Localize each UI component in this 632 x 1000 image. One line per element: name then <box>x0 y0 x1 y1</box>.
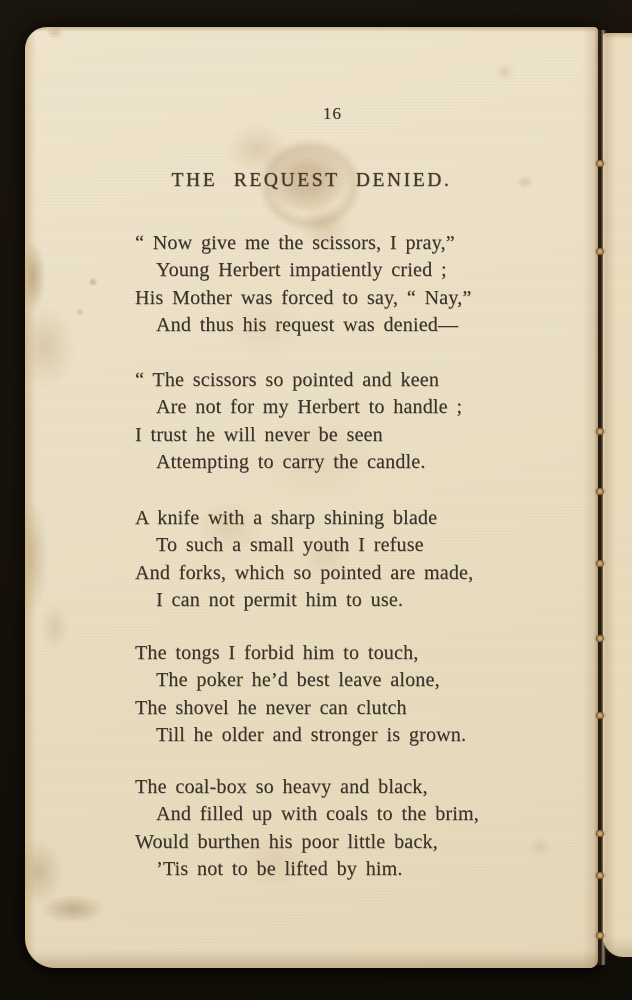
poem-line: “ The scissors so pointed and keen <box>135 369 440 391</box>
poem-line: I can not permit him to use. <box>156 589 404 612</box>
poem-line: The coal-box so heavy and black, <box>135 776 428 798</box>
stanza-3 <box>135 505 578 615</box>
poem-line: The tongs I forbid him to touch, <box>135 642 419 664</box>
stitch-hole <box>596 712 604 719</box>
stitch-hole <box>596 932 604 939</box>
stitch-hole <box>596 160 604 167</box>
stanza-4 <box>135 640 578 750</box>
poem-line: The shovel he never can clutch <box>135 696 407 719</box>
stitch-hole <box>596 248 604 255</box>
stitch-hole <box>596 560 604 567</box>
poem-line: “ Now give me the scissors, I pray,” <box>135 232 455 254</box>
poem-title: THE REQUEST DENIED. <box>171 170 452 191</box>
poem-line: And forks, which so pointed are made, <box>135 561 474 584</box>
adjacent-page-edge <box>603 33 632 957</box>
stitch-hole <box>596 635 604 642</box>
stanza-1 <box>135 230 578 340</box>
stitch-hole <box>596 830 604 837</box>
poem-line: I trust he will never be seen <box>135 423 383 446</box>
stitch-hole <box>596 872 604 879</box>
poem-line: To such a small youth I refuse <box>156 534 424 557</box>
book-page <box>25 27 598 968</box>
poem-line: Young Herbert impatiently cried ; <box>156 259 447 282</box>
poem-line: A knife with a sharp shining blade <box>135 507 438 529</box>
poem-line: The poker he’d best leave alone, <box>156 669 440 692</box>
stitch-hole <box>596 488 604 495</box>
poem-line: Are not for my Herbert to handle ; <box>156 396 463 419</box>
stanza-2 <box>135 367 578 477</box>
poem-line: His Mother was forced to say, “ Nay,” <box>135 286 472 309</box>
stanza-5 <box>135 774 578 884</box>
stitch-hole <box>596 428 604 435</box>
poem-line: ’Tis not to be lifted by him. <box>156 858 403 881</box>
poem-line: And thus his request was denied— <box>156 314 459 337</box>
page-number: 16 <box>323 104 342 123</box>
poem-line: And filled up with coals to the brim, <box>156 803 479 826</box>
poem-line: Attempting to carry the candle. <box>156 451 426 474</box>
poem-line: Till he older and stronger is grown. <box>156 724 467 747</box>
poem-line: Would burthen his poor little back, <box>135 830 438 853</box>
binding-gutter <box>594 30 606 965</box>
